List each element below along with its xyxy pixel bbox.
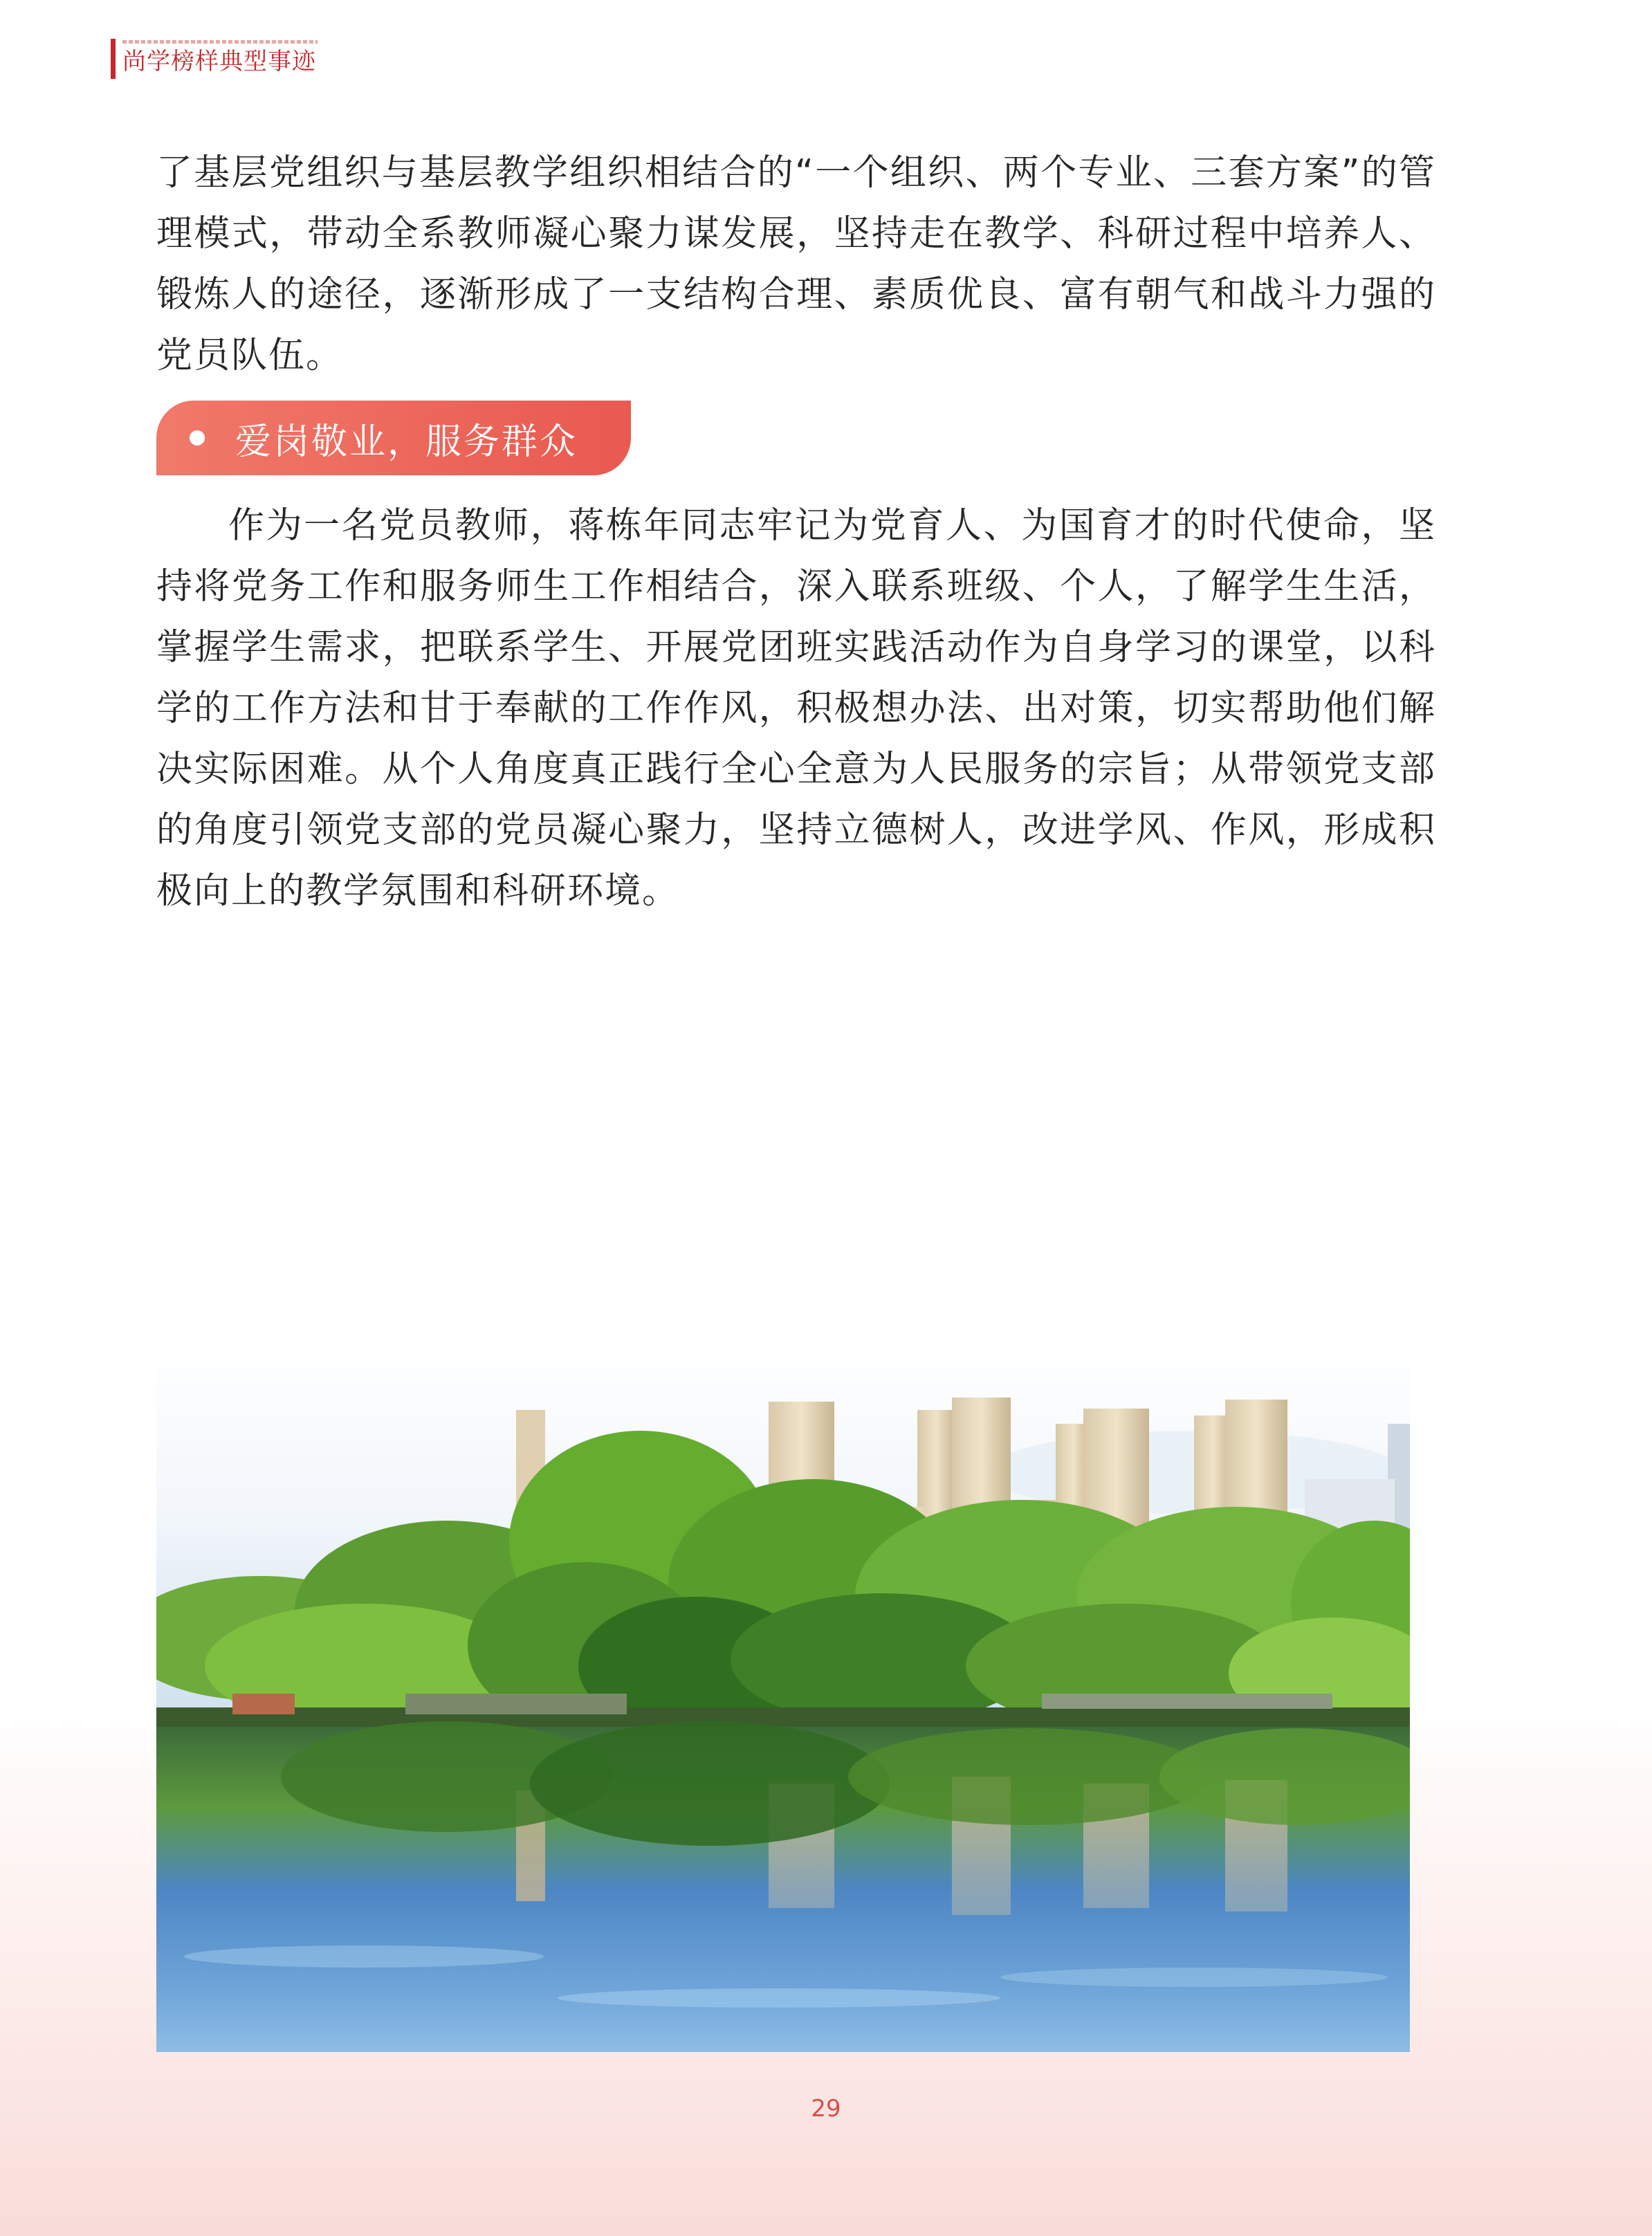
paragraph-body: 作为一名党员教师，蒋栋年同志牢记为党育人、为国育才的时代使命，坚持将党务工作和服务师生工作相结合，深入联系班级、个人，了解学生生活，掌握学生需求，把联系学生、开展党团班实践活动作为自身学习的课堂，以科学的工作方法和甘于奉献的工作作风，积极想办法、出对策，切实帮助他们解决实际困难。从个人角度真正践行全心全意为人民服务的宗旨；从带领党支部的角度引领党支部的党员凝心聚力，坚持立德树人，改进学风、作风，形成积极向上的教学氛围和科研环境。 (156, 505, 1436, 912)
bullet-dot-icon (190, 430, 205, 446)
header-decoration (122, 40, 318, 44)
header-title: 尚学榜样典型事迹 (122, 48, 316, 75)
section-heading (156, 401, 631, 475)
lake-park-photo (156, 1334, 1410, 2052)
paragraph-intro: 了基层党组织与基层教学组织相结合的“一个组织、两个专业、三套方案”的管理模式，带动全系教师凝心聚力谋发展，坚持走在教学、科研过程中培养人、锻炼人的途径，逐渐形成了一支结构合理、素质优良、富有朝气和战斗力强的党员队伍。 (156, 152, 1436, 376)
section-title: 爱岗敬业，服务群众 (235, 421, 578, 463)
running-header (111, 39, 318, 79)
page-number: 29 (811, 2095, 841, 2123)
